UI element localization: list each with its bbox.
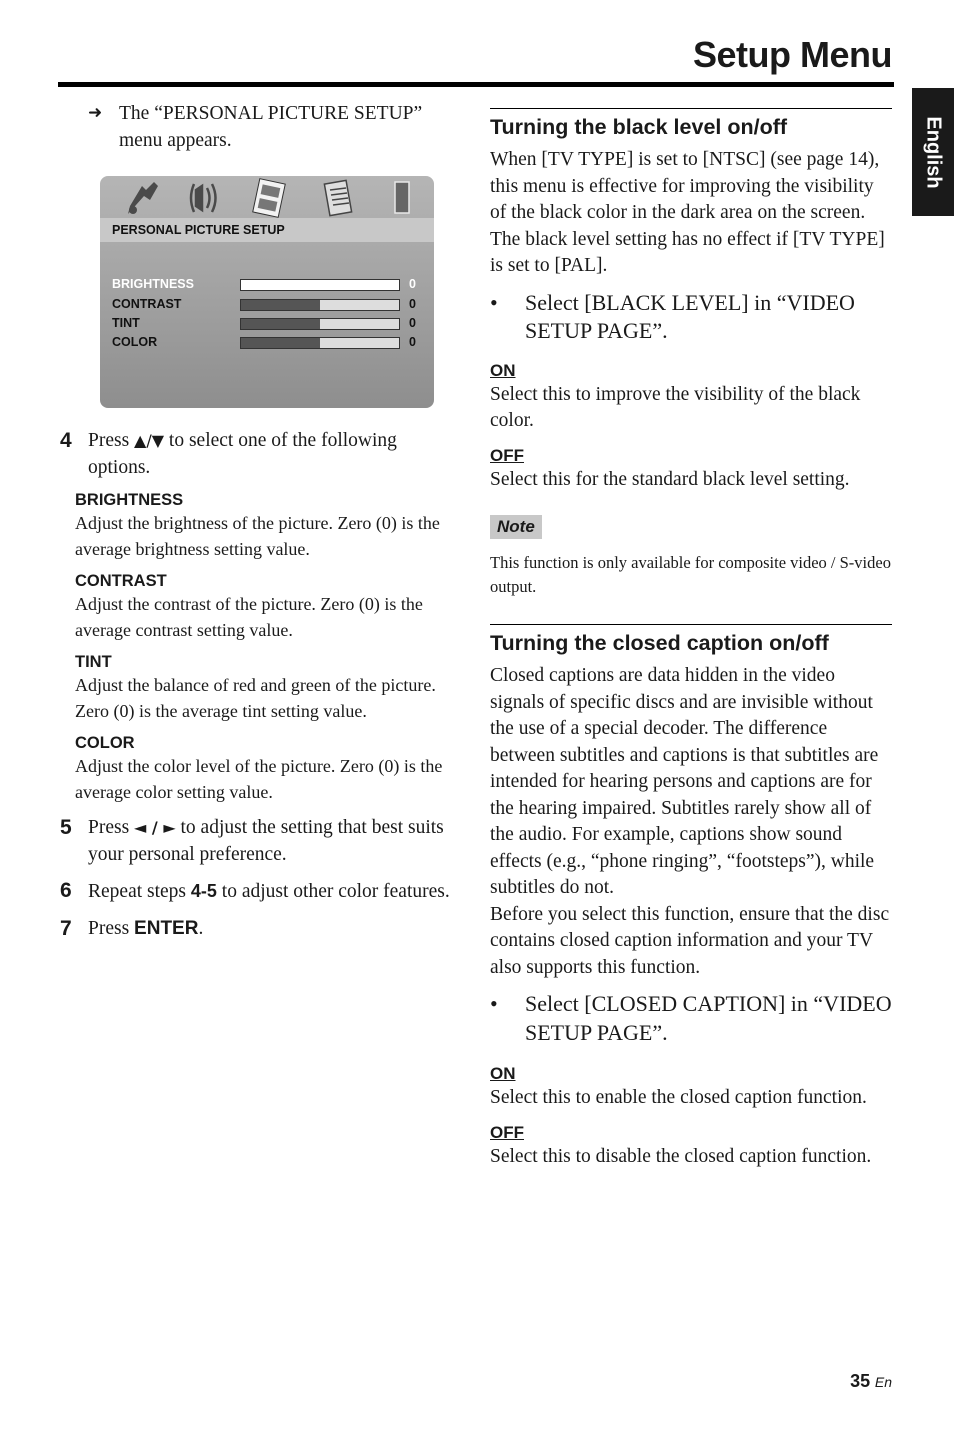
osd-level-bar [240,279,400,291]
off-description: Select this for the standard black level setting. [490,468,850,490]
film-icon [253,179,286,218]
step-text-pre: Press [88,817,135,838]
osd-value: 0 [409,277,416,291]
option-heading: COLOR [75,734,135,752]
step-text-post: to adjust the setting that best suits your personal preference. [88,817,444,865]
osd-header: PERSONAL PICTURE SETUP [100,218,434,242]
osd-row-tint[interactable] [112,316,422,332]
section-title: Turning the black level on/off [490,115,788,139]
page-language: En [874,1374,892,1390]
section-intro: Closed captions are data hidden in the video signals of specific discs and are invisible without the use of a special decoder. The difference between subtitles and captions is that subtitles are intended for hearing persons and captions are for the hearing impaired. Subtitles rarely show all of the audio. For example, captions show sound effects (e.g., “phone ringing”, “footsteps”), while subtitles do not. [490,665,879,898]
bullet-dot: • [490,289,498,315]
right-column [490,108,892,1170]
closed-caption-section [490,624,892,1170]
option-color [60,732,462,805]
enter-key-label: ENTER [134,917,199,939]
instruction-bullet [490,990,892,1047]
osd-label: BRIGHTNESS [112,277,194,291]
osd-row-brightness[interactable] [112,277,422,293]
intro-text: The “PERSONAL PICTURE SETUP” menu appears. [119,103,423,151]
page-title: Setup Menu [693,34,892,75]
step-text-pre: Press [88,917,135,939]
on-description: Select this to improve the visibility of the black color. [490,383,861,431]
section-intro: When [TV TYPE] is set to [NTSC] (see page 14), this menu is effective for improving the visibility of the black color in the dark area on the screen. The black level setting has no effect if [TV TYPE] is set to [PAL]. [490,149,885,276]
option-description: Adjust the color level of the picture. Zero (0) is the average color setting value. [75,756,443,802]
osd-icon-bar [100,176,434,218]
bullet-text: Select [CLOSED CAPTION] in “VIDEO SETUP PAGE”. [525,991,892,1045]
step-6 [60,878,462,906]
osd-value: 0 [409,297,416,311]
step-text [88,815,462,868]
step-text-post: . [198,917,204,939]
document-icon [324,180,351,215]
step-text-post: to select one of the following options. [88,430,397,478]
page-number [850,1371,892,1392]
note-block [490,515,892,598]
option-heading: TINT [75,653,112,671]
page-number-value: 35 [850,1371,871,1391]
option-heading: CONTRAST [75,572,167,590]
osd-level-bar [240,337,400,349]
step-number: 5 [60,816,72,839]
osd-level-fill [241,338,320,348]
black-level-section [490,108,892,598]
on-heading: ON [490,360,516,380]
section-intro-2: Before you select this function, ensure that the disc contains closed caption information and your TV also supports this function. [490,903,890,978]
off-heading: OFF [490,1122,524,1142]
osd-label: CONTRAST [112,297,182,311]
personal-picture-setup-screen [100,176,434,408]
osd-row-contrast[interactable] [112,297,422,313]
selector-bar-icon [395,182,409,213]
section-rule [490,108,892,109]
bullet-text: Select [BLACK LEVEL] in “VIDEO SETUP PAGE”. [525,289,855,343]
osd-level-fill [241,280,320,290]
note-badge: Note [490,515,542,539]
osd-row-color[interactable] [112,335,422,351]
osd-level-bar [240,299,400,311]
note-text: This function is only available for composite video / S-video output. [490,553,891,596]
osd-value: 0 [409,335,416,349]
off-description: Select this to disable the closed caption function. [490,1145,872,1167]
left-right-keys-icon: ◄ / ► [134,818,176,837]
step-text [88,916,462,943]
osd-label: TINT [112,316,140,330]
osd-level-fill [241,319,320,329]
off-heading: OFF [490,445,524,465]
option-heading: BRIGHTNESS [75,491,184,509]
option-brightness [60,489,462,562]
arrow-icon: ➜ [88,103,103,123]
section-title: Turning the closed caption on/off [490,631,829,655]
step-5 [60,815,462,868]
title-rule [58,82,894,87]
step-text [88,878,462,906]
step-number: 7 [60,916,72,940]
option-description: Adjust the contrast of the picture. Zero (0) is the average contrast setting value. [75,594,423,640]
wrench-icon [128,182,158,214]
bullet-dot: • [490,991,498,1016]
osd-label: COLOR [112,335,158,349]
option-description: Adjust the balance of red and green of the picture. Zero (0) is the average tint setting value. [75,675,436,721]
intro-paragraph [88,100,462,154]
osd-value: 0 [409,316,416,330]
left-column [60,100,462,942]
on-heading: ON [490,1064,516,1083]
option-contrast [60,570,462,643]
section-rule [490,624,892,625]
on-description: Select this to enable the closed caption function. [490,1087,867,1108]
speaker-icon [191,184,216,212]
option-description: Adjust the brightness of the picture. Zero (0) is the average brightness setting value. [75,513,440,559]
option-tint [60,651,462,724]
step-text [88,428,462,481]
step-range: 4-5 [190,881,217,901]
step-4 [60,428,462,481]
step-7 [60,916,462,943]
step-text-pre: Repeat steps [88,881,191,902]
osd-level-fill [241,300,320,310]
step-text-pre: Press [88,430,135,451]
step-text-post: to adjust other color features. [216,881,450,902]
arrow-keys-icon: ▲/▼ [134,431,165,450]
osd-level-bar [240,318,400,330]
instruction-bullet [490,289,892,346]
language-tab [912,88,954,216]
step-number: 6 [60,879,72,902]
step-number: 4 [60,429,72,452]
language-tab-label: English [922,115,945,189]
